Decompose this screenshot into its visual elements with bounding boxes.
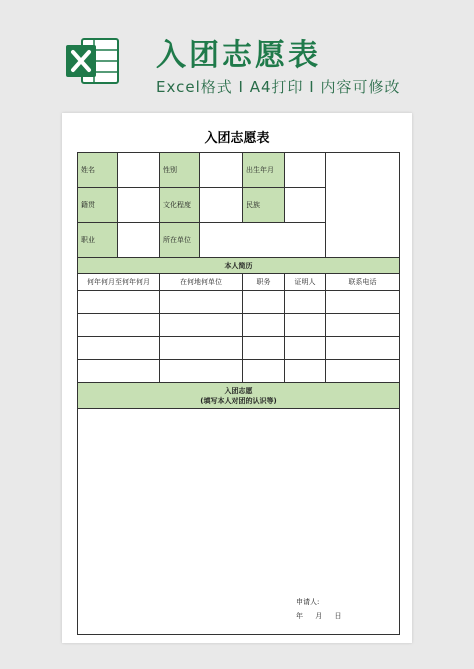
resume-cell[interactable] <box>160 337 243 360</box>
resume-cell[interactable] <box>285 314 326 337</box>
label-education: 文化程度 <box>160 188 200 223</box>
label-gender: 性别 <box>160 153 200 188</box>
label-ethnicity: 民族 <box>243 188 285 223</box>
label-job: 职业 <box>78 223 118 258</box>
form-sheet <box>62 113 412 643</box>
resume-cell[interactable] <box>243 314 285 337</box>
banner <box>0 0 474 115</box>
wish-section-note: (填写本人对团的认识等) <box>200 396 277 405</box>
banner-subtitle: Excel格式 I A4打印 I 内容可修改 <box>156 78 401 96</box>
wish-text-area[interactable] <box>78 409 400 635</box>
resume-cell[interactable] <box>285 337 326 360</box>
resume-row <box>78 314 400 337</box>
resume-cell[interactable] <box>160 360 243 383</box>
resume-row <box>78 291 400 314</box>
applicant-label: 申请人: <box>296 598 320 606</box>
form-title: 入团志愿表 <box>204 131 270 146</box>
resume-cell[interactable] <box>160 314 243 337</box>
month-label: 月 <box>315 612 323 620</box>
photo-box[interactable] <box>326 153 400 258</box>
resume-col-period: 何年何月至何年何月 <box>78 274 160 291</box>
label-birth: 出生年月 <box>243 153 285 188</box>
resume-cell[interactable] <box>160 291 243 314</box>
year-label: 年 <box>296 612 303 620</box>
field-education[interactable] <box>200 188 243 223</box>
field-native[interactable] <box>118 188 160 223</box>
resume-row <box>78 337 400 360</box>
field-birth[interactable] <box>285 153 326 188</box>
resume-col-phone: 联系电话 <box>326 274 400 291</box>
resume-cell[interactable] <box>78 291 160 314</box>
resume-cell[interactable] <box>326 337 400 360</box>
resume-cell[interactable] <box>285 360 326 383</box>
resume-cell[interactable] <box>243 291 285 314</box>
day-label: 日 <box>334 612 342 620</box>
resume-col-witness: 证明人 <box>285 274 326 291</box>
wish-section-title: 入团志愿 <box>224 386 253 395</box>
signature-block <box>296 597 376 625</box>
field-name[interactable] <box>118 153 160 188</box>
field-gender[interactable] <box>200 153 243 188</box>
field-workplace[interactable] <box>200 223 326 258</box>
field-ethnicity[interactable] <box>285 188 326 223</box>
resume-cell[interactable] <box>243 360 285 383</box>
label-native: 籍贯 <box>78 188 118 223</box>
label-workplace: 所在单位 <box>160 223 200 258</box>
wish-section-header <box>78 383 400 409</box>
resume-cell[interactable] <box>326 360 400 383</box>
label-name: 姓名 <box>78 153 118 188</box>
resume-cell[interactable] <box>326 291 400 314</box>
banner-title: 入团志愿表 <box>156 38 321 73</box>
resume-cell[interactable] <box>285 291 326 314</box>
resume-cell[interactable] <box>78 337 160 360</box>
resume-row <box>78 360 400 383</box>
excel-logo-icon <box>64 35 120 87</box>
resume-cell[interactable] <box>78 360 160 383</box>
resume-col-position: 职务 <box>243 274 285 291</box>
resume-cell[interactable] <box>326 314 400 337</box>
date-line <box>296 611 376 621</box>
resume-section-title: 本人简历 <box>78 258 400 274</box>
application-form-table <box>77 152 400 635</box>
field-job[interactable] <box>118 223 160 258</box>
resume-cell[interactable] <box>243 337 285 360</box>
resume-col-place: 在何地何单位 <box>160 274 243 291</box>
resume-cell[interactable] <box>78 314 160 337</box>
